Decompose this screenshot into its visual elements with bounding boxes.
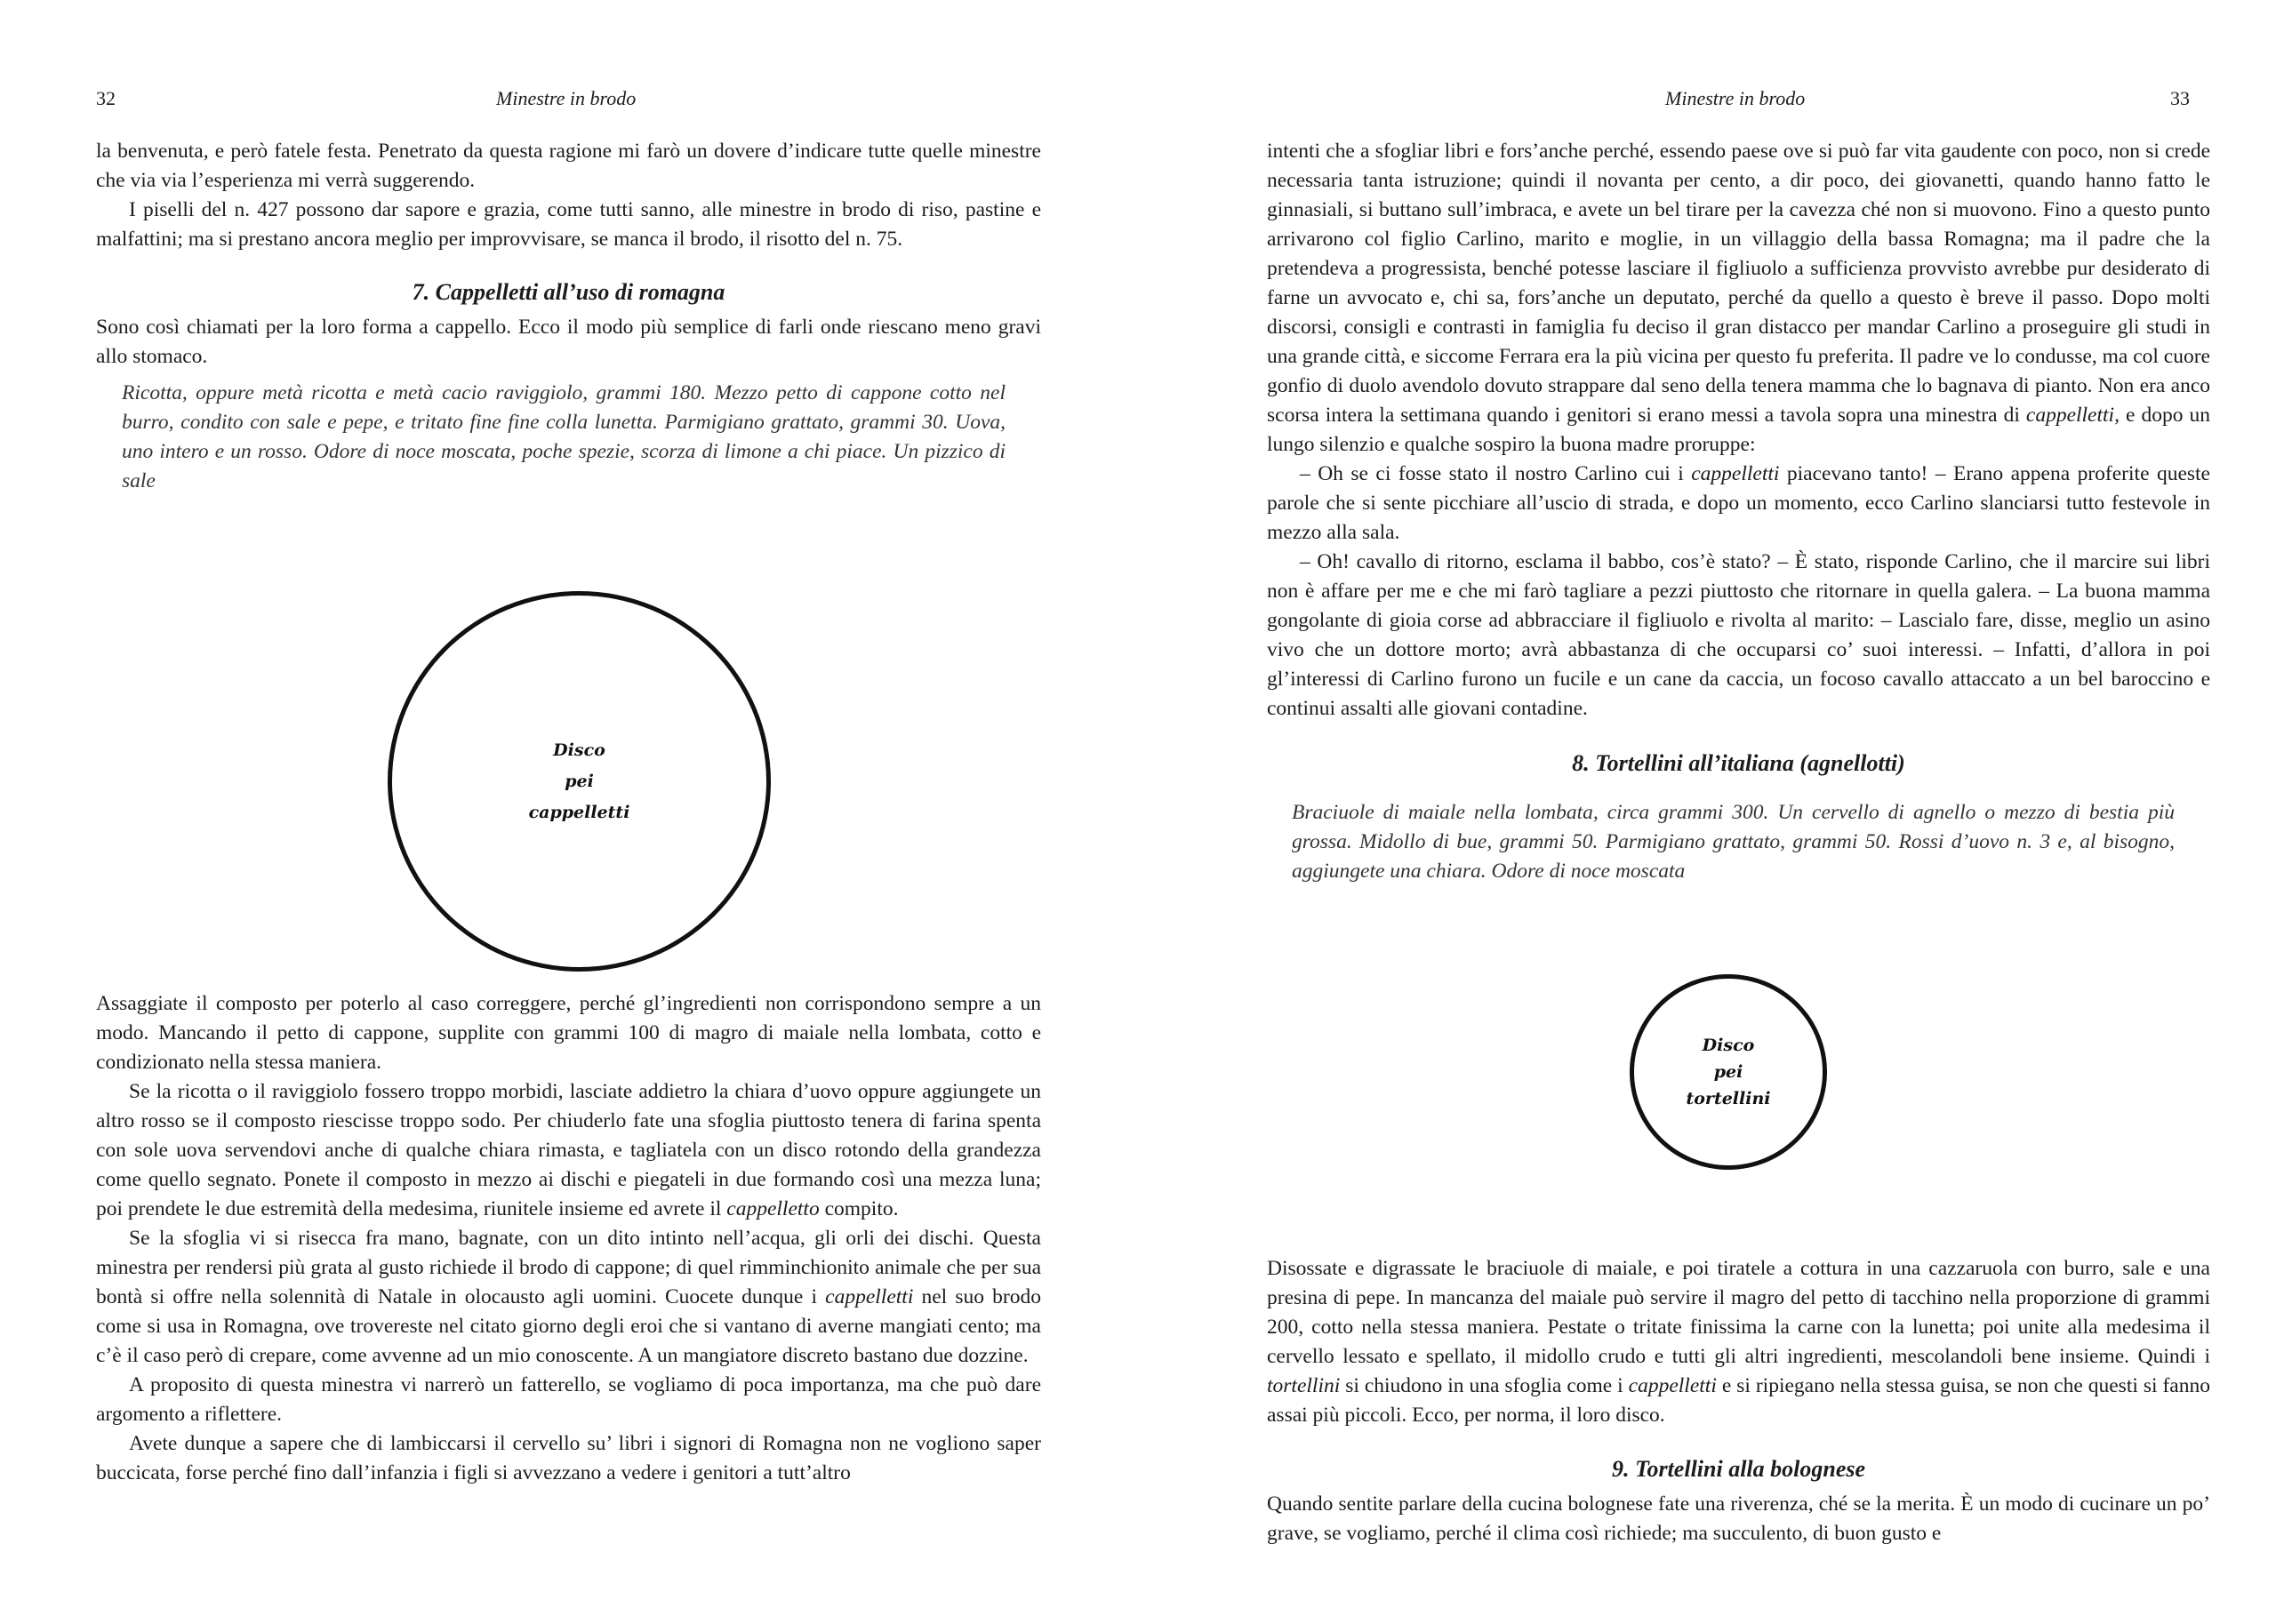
disc-label: pei	[565, 771, 594, 791]
recipe-intro: Quando sentite parlare della cucina bolognese fate una riverenza, ché se la merita. È un modo di cucinare un po’ grave, se vogliamo, perché il clima così richiede; ma succulento, di buon gusto e	[1267, 1492, 2210, 1545]
disc-label: cappelletti	[528, 802, 630, 822]
left-column-bottom	[96, 989, 1041, 1488]
paragraph: Disossate e digrassate le braciuole di maiale, e poi tiratele a cottura in una cazzaruola con burro, sale e una presina di pepe. In mancanza del maiale può servire il magro del petto di tacchino nella proporzione di grammi 200, cotto nella stessa maniera. Pestate o tritate finissima la carne con la lunetta; poi unite alla medesima il cervello lessato e spellato, il midollo crudo e tutti gli altri ingredienti, mescolandoli bene insieme. Quindi i tortellini si chiudono in una sfoglia come i cappelletti e si ripiegano nella stessa guisa, se non che questi si fanno assai più piccoli. Ecco, per norma, il loro disco.	[1267, 1257, 2210, 1427]
right-column-top	[1267, 137, 2210, 886]
recipe-intro: Sono così chiamati per la loro forma a cappello. Ecco il modo più semplice di farli onde riescano meno gravi allo stomaco.	[96, 316, 1041, 368]
paragraph: Assaggiate il composto per poterlo al caso correggere, perché gl’ingredienti non corrispondono sempre a un modo. Mancando il petto di cappone, supplite con grammi 100 di magro di maiale nella lombata, cotto e condizionato nella stessa maniera.	[96, 992, 1041, 1074]
paragraph: Se la sfoglia vi si risecca fra mano, bagnate, con un dito intinto nell’acqua, gli orli dei dischi. Questa minestra per rendersi più grata al gusto richiede il brodo di cappone; di quel rimminchionito animale che per sua bontà si offre nella solennità di Natale in olocausto agli uomini. Cuocete dunque i cappelletti nel suo brodo come si usa in Romagna, ove trovereste nel citato giorno degli eroi che si vantano di averne mangiati cento; ma c’è il caso però di crepare, come avvenne ad un mio conoscente. A un mangiatore discreto bastano due dozzine.	[96, 1227, 1041, 1367]
disc-label: Disco	[1702, 1036, 1755, 1055]
ingredients-list: Ricotta, oppure metà ricotta e metà cacio raviggiolo, grammi 180. Mezzo petto di cappone cotto nel burro, condito con sale e pepe, e tritato fine fine colla lunetta. Parmigiano grattato, grammi 30. Uova, uno intero e un rosso. Odore di noce moscata, poche spezie, scorza di limone a chi piace. Un pizzico di sale	[122, 381, 1006, 492]
disc-cappelletti-diagram	[388, 591, 771, 972]
running-head: Minestre in brodo	[1665, 87, 1806, 109]
recipe-heading: 9. Tortellini alla bolognese	[1611, 1456, 1866, 1482]
disc-label: Disco	[553, 740, 605, 760]
left-column-top	[96, 137, 1041, 496]
recipe-heading: 7. Cappelletti all’uso di romagna	[412, 279, 725, 305]
disc-tortellini-diagram	[1630, 974, 1827, 1170]
recipe-heading: 8. Tortellini all’italiana (agnellotti)	[1572, 750, 1905, 776]
disc-label: tortellini	[1686, 1089, 1771, 1108]
page-number: 32	[96, 87, 116, 109]
paragraph: intenti che a sfogliar libri e fors’anche perché, essendo paese ove si può far vita gaudente con poco, non si crede necessaria tanta istruzione; quindi il novanta per cento, a dir poco, dei giovanetti, quando hanno fatto le ginnasiali, si buttano sull’imbraca, e avete un bel tirare per la cavezza ché non si muovono. Fino a questo punto arrivarono col figlio Carlino, marito e moglie, in un villaggio della bassa Romagna; ma il padre che la pretendeva a progressista, benché potesse lasciare il figliuolo a sufficienza provvisto avrebbe pur desiderato di farne un avvocato e, chi sa, fors’anche un deputato, perché da quello a questo è breve il passo. Dopo molti discorsi, consigli e contrasti in famiglia fu deciso il gran distacco per mandar Carlino a proseguire gli studi in una grande città, e siccome Ferrara era la più vicina per questo fu preferita. Il padre ve lo condusse, ma col cuore gonfio di duolo avendolo dovuto strappare dal seno della tenera mamma che lo bagnava di pianto. Non era anco scorsa intera la settimana quando i genitori si erano messi a tavola sopra una minestra di cappelletti, e dopo un lungo silenzio e qualche sospiro la buona madre proruppe:	[1267, 140, 2210, 456]
ingredients-list: Braciuole di maiale nella lombata, circa grammi 300. Un cervello di agnello o mezzo di bestia più grossa. Midollo di bue, grammi 50. Parmigiano grattato, grammi 50. Rossi d’uovo n. 3 e, al bisogno, aggiungete una chiara. Odore di noce moscata	[1292, 801, 2175, 883]
paragraph: A proposito di questa minestra vi narrerò un fatterello, se vogliamo di poca importanza, ma che può dare argomento a riflettere.	[96, 1373, 1041, 1426]
paragraph: la benvenuta, e però fatele festa. Penetrato da questa ragione mi farò un dovere d’indicare tutte quelle minestre che via via l’esperienza mi verrà suggerendo.	[96, 140, 1041, 192]
paragraph: Se la ricotta o il raviggiolo fossero troppo morbidi, lasciate addietro la chiara d’uovo oppure aggiungete un altro rosso se il composto riescisse troppo sodo. Per chiuderlo fate una sfoglia piuttosto tenera di farina spenta con sole uova servendovi anche di qualche chiara rimasta, e tagliatela con un disco rotondo della grandezza come quello segnato. Ponete il composto in mezzo ai dischi e piegateli in due formando così una mezza luna; poi prendete le due estremità della medesima, riunitele insieme ed avrete il cappelletto compito.	[96, 1080, 1041, 1220]
page-number: 33	[2170, 87, 2190, 109]
paragraph: – Oh se ci fosse stato il nostro Carlino cui i cappelletti piacevano tanto! – Erano appena proferite queste parole che si sente picchiare all’uscio di strada, e dopo un momento, ecco Carlino slanciarsi tutto festevole in mezzo alla sala.	[1267, 462, 2210, 544]
disc-label: pei	[1713, 1062, 1743, 1082]
paragraph: I piselli del n. 427 possono dar sapore e grazia, come tutti sanno, alle minestre in brodo di riso, pastine e malfattini; ma si prestano ancora meglio per improvvisare, se manca il brodo, il risotto del n. 75.	[96, 198, 1041, 251]
right-page	[1138, 0, 2276, 1624]
paragraph: – Oh! cavallo di ritorno, esclama il babbo, cos’è stato? – È stato, risponde Carlino, che il marcire sui libri non è affare per me e che mi farò tagliare a pezzi piuttosto che ritornare in quella galera. – La buona mamma gongolante di gioia corse ad abbracciare il figliuolo e rivolta al marito: – Lascialo fare, disse, meglio un asino vivo che un dottore morto; avrà abbastanza di che occuparsi co’ suoi interessi. – Infatti, d’allora in poi gl’interessi di Carlino furono un fucile e un cane da caccia, un focoso cavallo attaccato a un bel baroccino e continui assalti alle giovani contadine.	[1267, 550, 2210, 720]
running-head: Minestre in brodo	[496, 87, 637, 109]
paragraph: Avete dunque a sapere che di lambiccarsi il cervello su’ libri i signori di Romagna non ne vogliono saper buccicata, forse perché fino dall’infanzia i figli si avvezzano a vedere i genitori a tutt’altro	[96, 1432, 1041, 1484]
right-column-bottom	[1267, 1254, 2210, 1548]
